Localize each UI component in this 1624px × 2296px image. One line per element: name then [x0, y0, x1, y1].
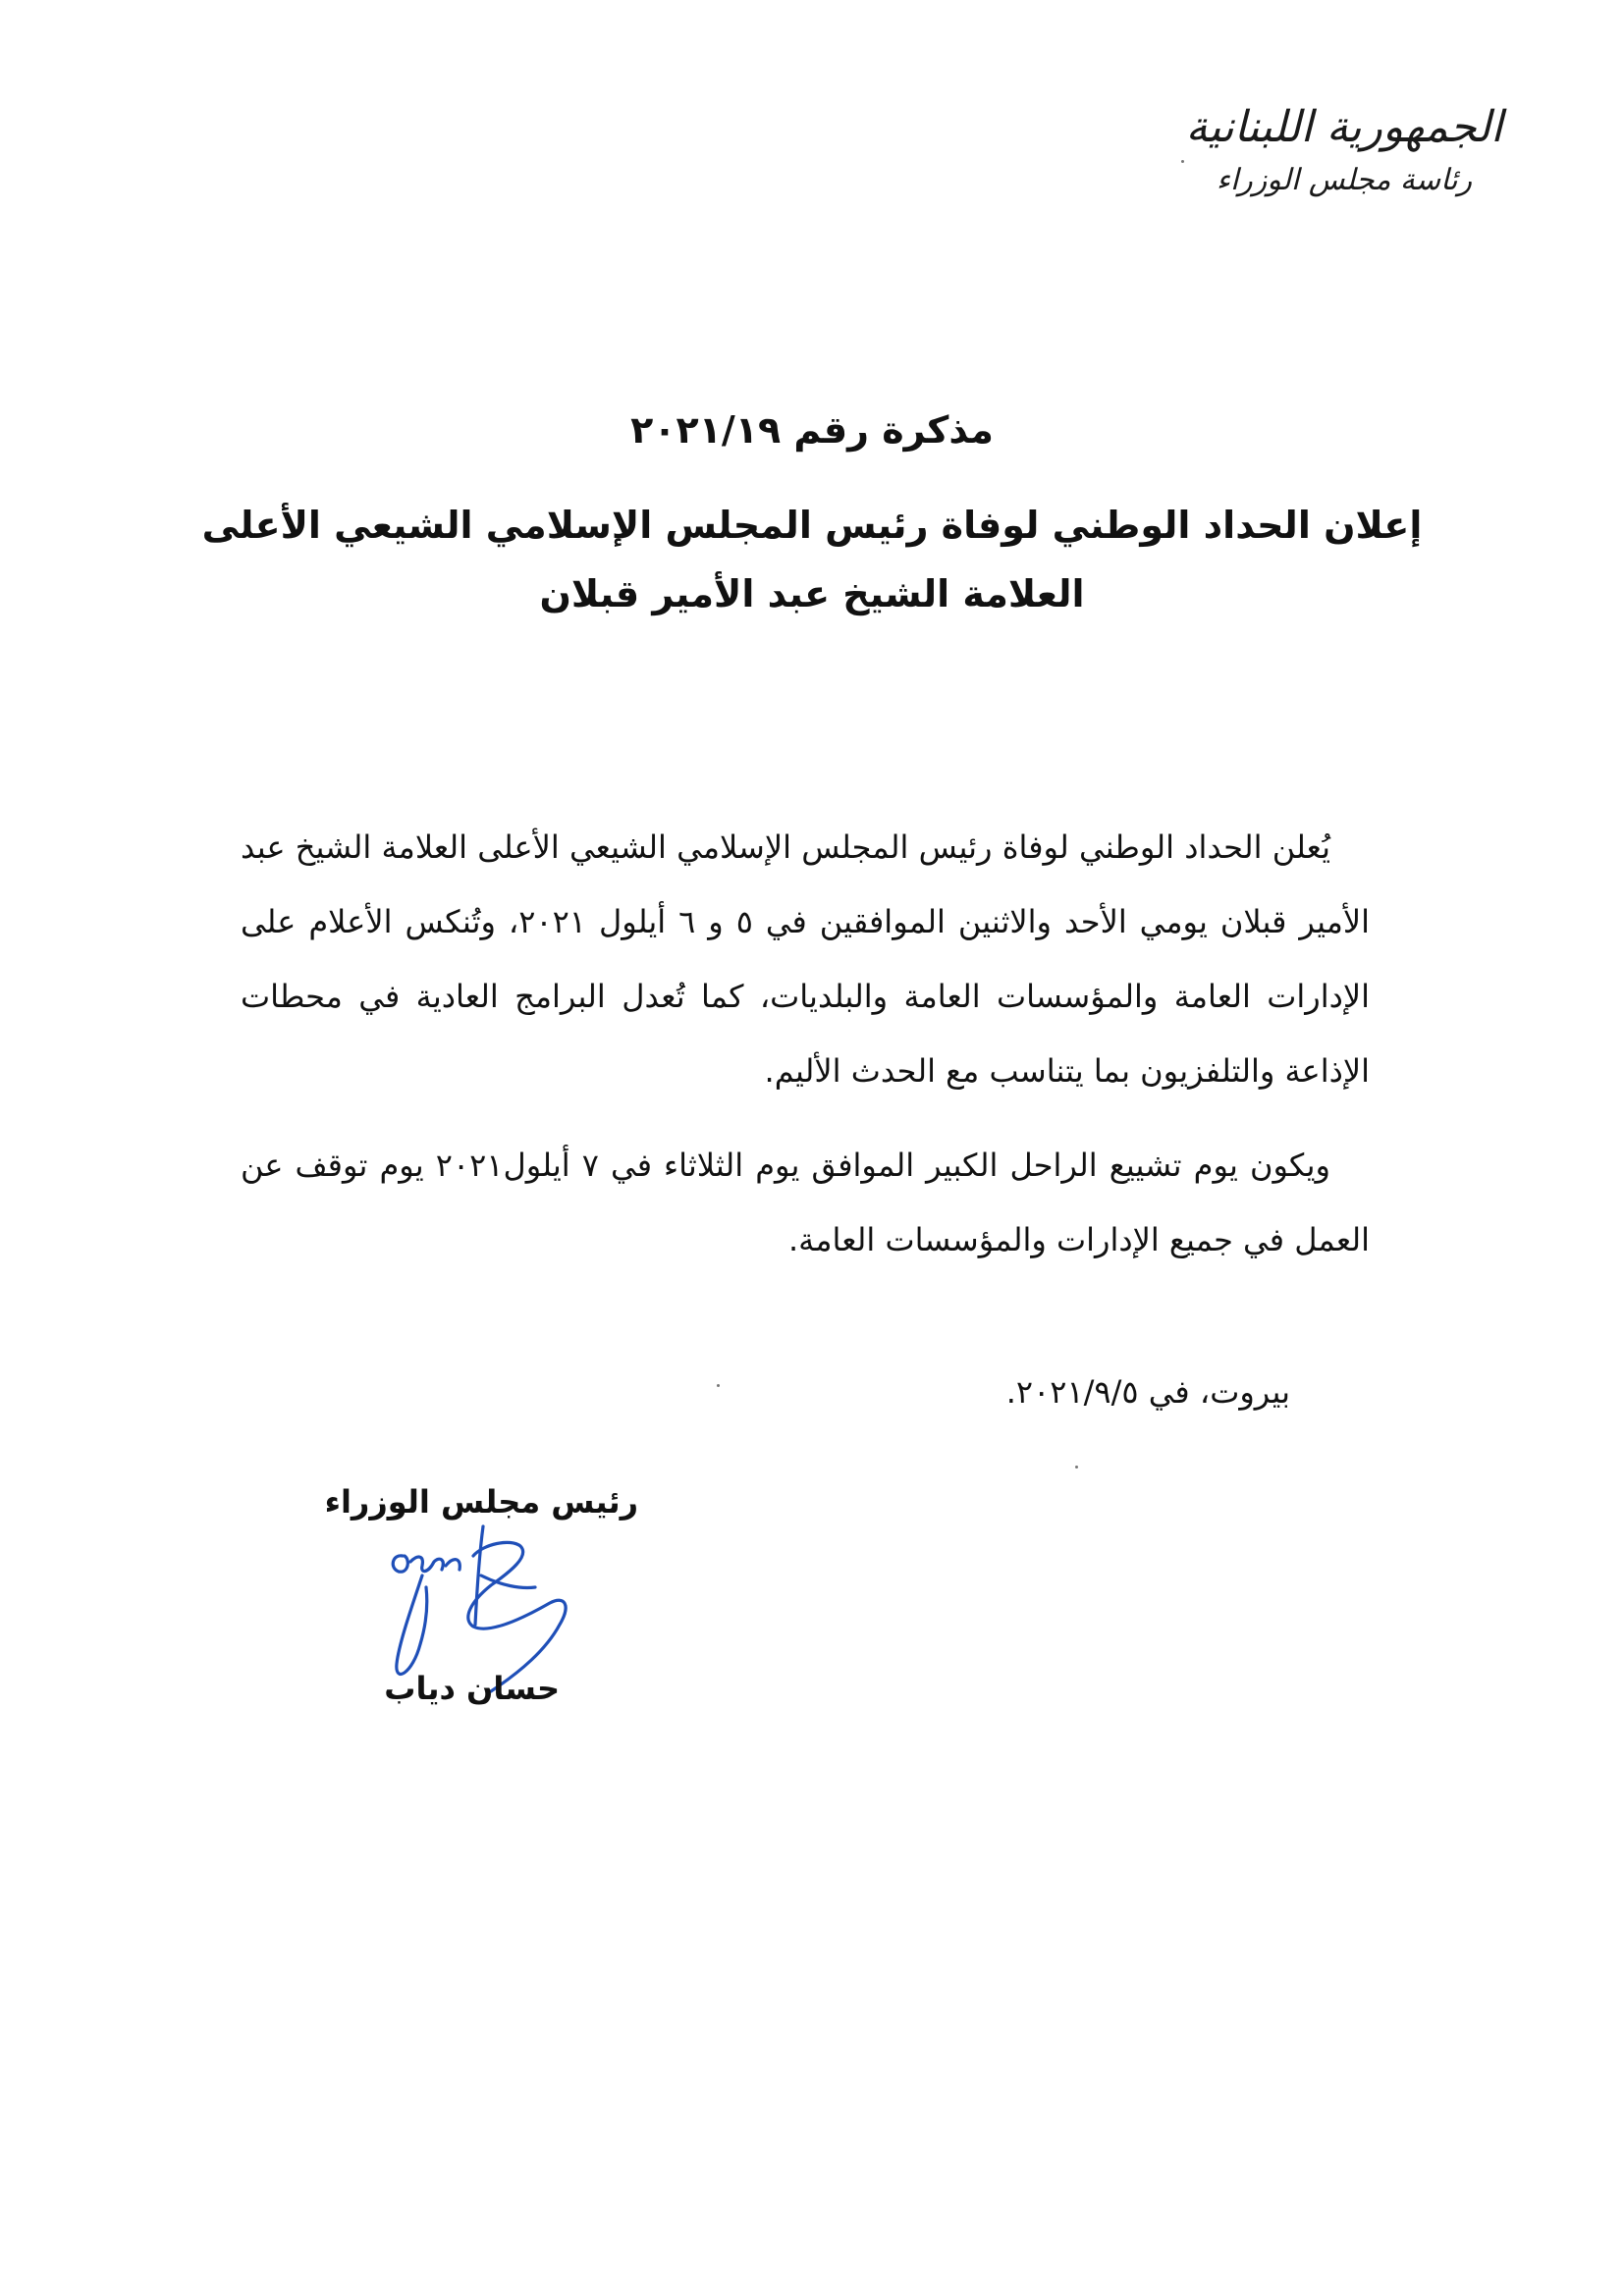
memo-title-line-1: إعلان الحداد الوطني لوفاة رئيس المجلس الإسلامي الشيعي الأعلى [201, 504, 1423, 547]
signatory-role: رئيس مجلس الوزراء [324, 1483, 638, 1521]
scan-speck [717, 1384, 720, 1387]
signature-block [245, 1477, 658, 1733]
scan-speck [1181, 160, 1184, 163]
letterhead-country: الجمهورية اللبنانية [1185, 102, 1503, 152]
memo-number: مذكرة رقم ٢٠٢١/١٩ [630, 408, 994, 452]
letterhead-office: رئاسة مجلس الوزراء [1216, 163, 1473, 197]
scan-speck [1075, 1466, 1078, 1468]
memo-title-line-2: العلامة الشيخ عبد الأمير قبلان [539, 572, 1085, 615]
dateline: بيروت، في ٢٠٢١/٩/٥. [1005, 1373, 1290, 1411]
memo-body [241, 810, 1370, 1297]
letterhead [1167, 98, 1521, 202]
body-paragraph-1: يُعلن الحداد الوطني لوفاة رئيس المجلس الإسلامي الشيعي الأعلى العلامة الشيخ عبد الأمير قبلان يومي الأحد والاثنين الموافقين في ٥ و ٦ أيلول ٢٠٢١، وتُنكس الأعلام على الإدارات العامة والمؤسسات العامة والبلديات، كما تُعدل البرامج العادية في محطات الإذاعة والتلفزيون بما يتناسب مع الحدث الأليم. [241, 828, 1371, 1090]
body-paragraph-2: ويكون يوم تشييع الراحل الكبير الموافق يوم الثلاثاء في ٧ أيلول٢٠٢١ يوم توقف عن العمل في جميع الإدارات والمؤسسات العامة. [241, 1147, 1370, 1258]
memo-title [0, 491, 1624, 628]
signatory-name: حسان دياب [384, 1670, 560, 1707]
